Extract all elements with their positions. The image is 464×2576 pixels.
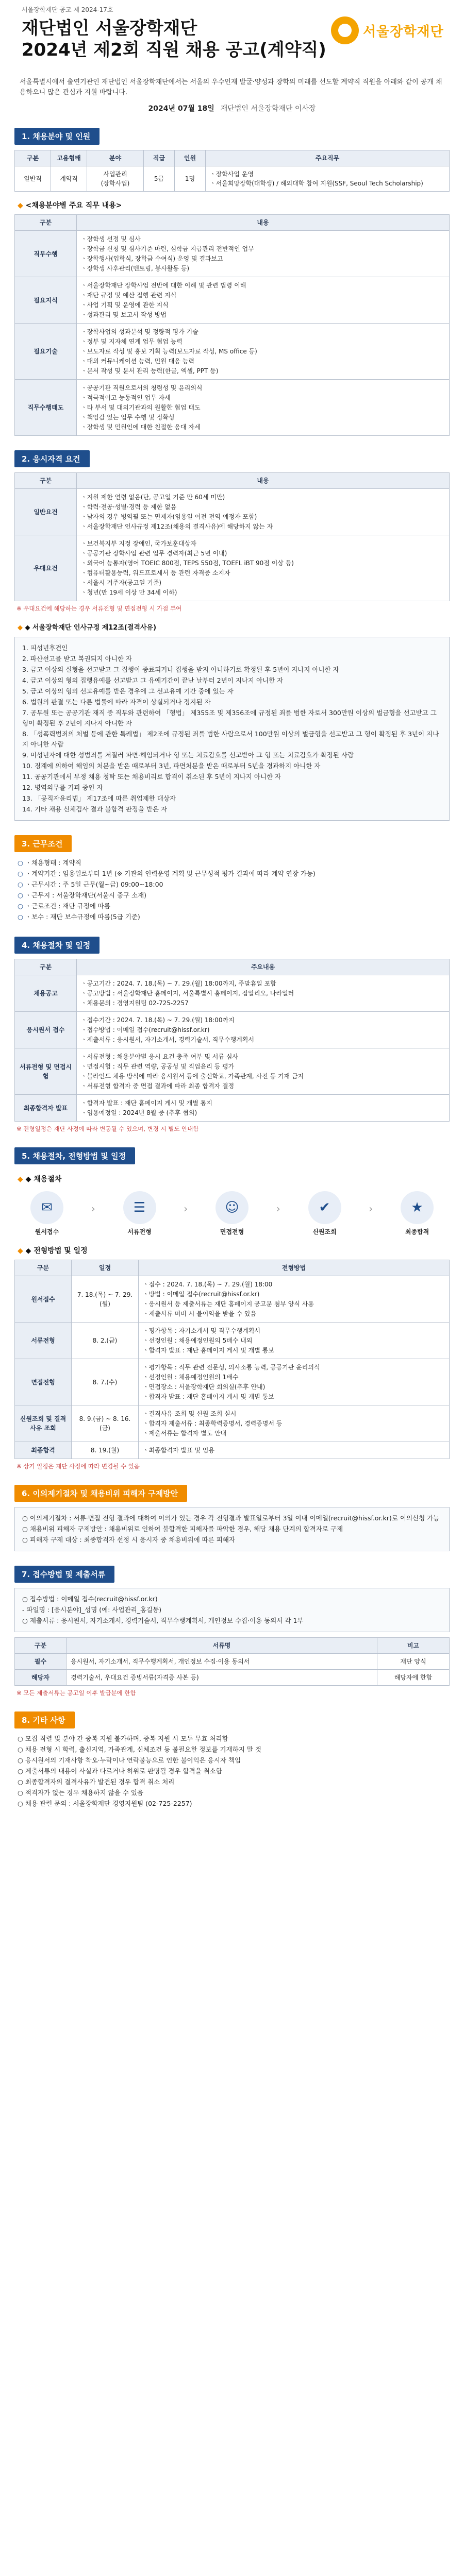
step-label: 면접전형 bbox=[220, 1228, 244, 1235]
list-item: ㆍ지원 제한 연령 없음(단, 공고일 기준 만 60세 미만) bbox=[81, 494, 225, 501]
row-content bbox=[77, 324, 450, 380]
procedure-step bbox=[294, 1191, 355, 1236]
row-content bbox=[77, 380, 450, 436]
row-date: 8. 19.(월) bbox=[72, 1442, 139, 1459]
list-item: ㆍ적극적이고 능동적인 업무 자세 bbox=[81, 394, 171, 401]
list-item: ㆍ블라인드 채용 방식에 따라 응시원서 등에 출신학교, 가족관계, 사진 등 기재 금지 bbox=[81, 1073, 304, 1080]
list-item: 11. 공공기관에서 부정 채용 청탁 또는 채용비리로 합격이 취소된 후 5년이 지나지 아니한 자 bbox=[22, 773, 281, 781]
row-content bbox=[77, 1095, 450, 1122]
step-icon: ✉ bbox=[30, 1191, 63, 1224]
step-arrow-icon: › bbox=[91, 1202, 95, 1215]
list-item: ○ ㆍ근로조건 : 재단 규정에 따름 bbox=[18, 901, 450, 911]
schedule-note: ※ 상기 일정은 재단 사정에 따라 변경될 수 있음 bbox=[16, 1463, 140, 1470]
list-item: ○ 채용 관련 문의 : 서울장학재단 경영지원팀 (02-725-2257) bbox=[18, 1800, 192, 1807]
list-item: ㆍ합격자 발표 : 재단 홈페이지 게시 및 개별 통보 bbox=[143, 1347, 274, 1354]
list-item: ○ ㆍ근무시간 : 주 5일 근무(월~금) 09:00~18:00 bbox=[18, 879, 450, 890]
row-label: 직무수행태도 bbox=[15, 380, 77, 436]
section-8-title: 8. 기타 사항 bbox=[14, 1711, 75, 1728]
issuer: 재단법인 서울장학재단 이사장 bbox=[220, 105, 316, 113]
process-table: 구분 주요내용 채용공고 ㆍ공고기간 : 2024. 7. 18.(목) ~ 7. 29.(월) 18:00까지, 주말휴일 포함 ㆍ공고방법 : 서울장학재단 홈페이지, 서울특별시 홈페이지, 잡알리오, 나라일터 ㆍ채용문의 : 경영지원팀 02-725-2257 응시원서 접수 ㆍ접수기간 : 2024. 7. 18.(목) ~ 7. 29.(월) 18:00까지 ㆍ접수방법 : 이메일 접수(recruit@hissf.or.kr) ㆍ제출서류 : 응시원서, 자기소개서, 경력기술서, 직무수행계획서 서류전형 및 면접시험 ㆍ서류전형 : 채용분야별 응시 요건 충족 여부 및 서류 심사 ㆍ면접시험 : 직무 관련 역량, 공공성 및 직업윤리 등 평가 ㆍ블라인드 채용 방식에 따라 응시원서 등에 출신학교, 가족관계, 사진 등 기재 금지 ㆍ서류전형 합격자 중 면접 결과에 따라 최종 합격자 결정 최종합격자 발표 ㆍ합격자 발표 : 재단 홈페이지 게시 및 개별 통지 ㆍ임용예정일 : 2024년 8월 중 (추후 협의) bbox=[14, 959, 450, 1122]
notice-tag: 서울장학재단 공고 제 2024-17호 bbox=[22, 6, 113, 13]
list-item: ㆍ서울시 거주자(공고일 기준) bbox=[81, 579, 162, 586]
column-header: 고용형태 bbox=[51, 150, 87, 166]
section-5-title: 5. 채용절차, 전형방법 및 일정 bbox=[14, 1147, 135, 1164]
list-item: ㆍ접수기간 : 2024. 7. 18.(목) ~ 7. 29.(월) 18:00까지 bbox=[81, 1016, 235, 1024]
list-item: ㆍ접수방법 : 이메일 접수(recruit@hissf.or.kr) bbox=[81, 1026, 210, 1033]
row-content bbox=[77, 489, 450, 535]
eligibility-note: ※ 우대요건에 해당하는 경우 서류전형 및 면접전형 시 가점 부여 bbox=[16, 605, 182, 612]
list-item: ㆍ문서 작성 및 문서 관리 능력(한글, 엑셀, PPT 등) bbox=[81, 367, 219, 375]
detail-title: ◆ <채용분야별 주요 직무 내용> bbox=[18, 200, 450, 210]
foundation-logo bbox=[331, 12, 444, 48]
documents-table: 구분 서류명 비고 필수 응시원서, 자기소개서, 직무수행계획서, 개인정보 수집·이용 동의서 재단 양식 해당자 경력기술서, 우대요건 증빙서류(자격증 사본 등) 해당자에 한함 bbox=[14, 1637, 450, 1686]
row-date: 8. 2.(금) bbox=[72, 1323, 139, 1359]
list-item: ㆍ채용문의 : 경영지원팀 02-725-2257 bbox=[81, 999, 189, 1007]
step-icon: ✔ bbox=[308, 1191, 341, 1224]
list-item: ㆍ타 부서 및 대외기관과의 원활한 협업 태도 bbox=[81, 404, 201, 411]
intro-text: 서울특별시에서 출연기관인 재단법인 서울장학재단에서는 서울의 우수인재 발굴·양성과 장학의 미래를 선도할 계약직 직원을 아래와 같이 공개 채용하오니 많은 관심과 지원 바랍니다. bbox=[20, 78, 442, 96]
list-item: ○ ㆍ계약기간 : 임용일로부터 1년 (※ 기관의 인력운영 계획 및 근무성적 평가 결과에 따라 계약 연장 가능) bbox=[18, 868, 450, 879]
list-item: ㆍ공공기관 직원으로서의 청렴성 및 윤리의식 bbox=[81, 384, 203, 392]
row-content bbox=[139, 1323, 450, 1359]
section-4-title: 4. 채용절차 및 일정 bbox=[14, 937, 100, 954]
row-content bbox=[77, 277, 450, 324]
column-header: 인원 bbox=[175, 150, 206, 166]
column-header: 분야 bbox=[87, 150, 144, 166]
procedure-step bbox=[109, 1191, 170, 1236]
list-item: - 파일명 : [응시분야]_성명 (예: 사업관리_홍길동) bbox=[22, 1606, 162, 1614]
column-header: 직급 bbox=[144, 150, 175, 166]
row-label: 필요기술 bbox=[15, 324, 77, 380]
title-line-2: 2024년 제2회 직원 채용 공고(계약직) bbox=[22, 40, 326, 60]
list-item: 12. 병역의무를 기피 중인 자 bbox=[22, 784, 103, 791]
row-label: 최종합격 bbox=[15, 1442, 72, 1459]
table-row bbox=[15, 1670, 450, 1686]
table-row bbox=[15, 1276, 450, 1323]
row-label: 신원조회 및 결격사유 조회 bbox=[15, 1405, 72, 1442]
list-item: ○ 제출서류의 내용이 사실과 다르거나 허위로 판명될 경우 합격을 취소함 bbox=[18, 1767, 222, 1775]
list-item: ㆍ서류전형 : 채용분야별 응시 요건 충족 여부 및 서류 심사 bbox=[81, 1053, 238, 1060]
duty-detail-table: 구분 내용 직무수행 ㆍ장학생 선정 및 심사 ㆍ장학금 신청 및 심사기준 마련, 심학금 지급관리 전반적인 업무 ㆍ장학행사(입학식, 장학금 수여식) 운영 및 결과보고 ㆍ장학생 사후관리(멘토링, 봉사활동 등) 필요지식 ㆍ서울장학재단 장학사업 전반에 대한 이해 및 관련 법령 이해 ㆍ재단 규정 및 예산 집행 관련 지식 ㆍ사업 기획 및 운영에 관한 지식 ㆍ성과관리 및 보고서 작성 방법 필요기술 ㆍ장학사업의 성과분석 및 정량적 평가 기술 ㆍ정부 및 지자체 연계 업무 협업 능력 ㆍ보도자료 작성 및 홍보 기획 능력(보도자료 작성, MS office 등) ㆍ대외 커뮤니케이션 능력, 민원 대응 능력 ㆍ문서 작성 및 문서 관리 능력(한글, 엑셀, PPT 등) 직무수행태도 ㆍ공공기관 직원으로서의 청렴성 및 윤리의식 ㆍ적극적이고 능동적인 업무 자세 ㆍ타 부서 및 대외기관과의 원활한 협업 태도 ㆍ책임감 있는 업무 수행 및 정확성 ㆍ장학생 및 민원인에 대한 친절한 응대 자세 bbox=[14, 214, 450, 436]
disqualification-box bbox=[14, 637, 450, 821]
list-item: ㆍ공고기간 : 2024. 7. 18.(목) ~ 7. 29.(월) 18:00까지, 주말휴일 포함 bbox=[81, 980, 276, 987]
row-remark: 재단 양식 bbox=[377, 1654, 450, 1670]
row-label: 채용공고 bbox=[15, 975, 77, 1012]
section-4 bbox=[14, 937, 450, 1133]
row-content bbox=[139, 1276, 450, 1323]
section-1-title: 1. 채용분야 및 인원 bbox=[14, 128, 100, 145]
list-item: ㆍ임용예정일 : 2024년 8월 중 (추후 협의) bbox=[81, 1109, 197, 1116]
table-row bbox=[15, 1095, 450, 1122]
table-row bbox=[15, 1405, 450, 1442]
row-date: 8. 7.(수) bbox=[72, 1359, 139, 1405]
table-row: 일반직 계약직 사업관리 (장학사업) 5급 1명 ㆍ장학사업 운영 ㆍ서울희망장학(대학생) / 해외대학 참여 지원(SSF, Seoul Tech Scholarship) bbox=[15, 166, 450, 192]
table-row bbox=[15, 1654, 450, 1670]
list-item: 7. 공무원 또는 공공기관 재직 중 직무와 관련하여 「형법」 제355조 및 제356조에 규정된 죄를 범한 자로서 300만원 이상의 벌금형을 선고받고 그 형이 확정된 후 2년이 지나지 아니한 자 bbox=[22, 709, 437, 727]
list-item: ○ 모집 직렬 및 분야 간 중복 지원 불가하며, 중복 지원 시 모두 무효 처리함 bbox=[18, 1735, 228, 1742]
list-item: ㆍ방법 : 이메일 접수(recruit@hissf.or.kr) bbox=[143, 1291, 260, 1298]
list-item: ㆍ사업 기획 및 운영에 관한 지식 bbox=[81, 301, 169, 309]
schedule-table: 구분 일정 전형방법 원서접수 7. 18.(목) ~ 7. 29.(월) ㆍ접수 : 2024. 7. 18.(목) ~ 7. 29.(월) 18:00 ㆍ방법 : 이메일 접수(recruit@hissf.or.kr) ㆍ응시원서 등 제출서류는 재단 홈페이지 공고문 첨부 양식 사용 ㆍ제출서류 미비 시 불이익을 받을 수 있음 서류전형 8. 2.(금) ㆍ평가항목 : 자기소개서 및 직무수행계획서 ㆍ선정인원 : 채용예정인원의 5배수 내외 ㆍ합격자 발표 : 재단 홈페이지 게시 및 개별 통보 면접전형 8. 7.(수) ㆍ평가항목 : 직무 관련 전문성, 의사소통 능력, 공공기관 윤리의식 ㆍ선정인원 : 채용예정인원의 1배수 ㆍ면접장소 : 서울장학재단 회의실(추후 안내) ㆍ합격자 발표 : 재단 홈페이지 게시 및 개별 통보 신원조회 및 결격사유 조회 8. 9.(금) ~ 8. 16.(금) ㆍ결격사유 조회 및 신원 조회 실시 ㆍ합격자 제출서류 : 최종학력증명서, 경력증명서 등 ㆍ제출서류는 합격자 별도 안내 최종합격 8. 19.(월) ㆍ최종합격자 발표 및 임용 bbox=[14, 1260, 450, 1459]
list-item: ㆍ서류전형 합격자 중 면접 결과에 따라 최종 합격자 결정 bbox=[81, 1082, 235, 1090]
row-date: 8. 9.(금) ~ 8. 16.(금) bbox=[72, 1405, 139, 1442]
list-item: ㆍ평가항목 : 자기소개서 및 직무수행계획서 bbox=[143, 1327, 260, 1334]
row-content bbox=[139, 1359, 450, 1405]
row-content bbox=[139, 1442, 450, 1459]
list-item: ㆍ공고방법 : 서울장학재단 홈페이지, 서울특별시 홈페이지, 잡알리오, 나라일터 bbox=[81, 990, 294, 997]
list-item: ㆍ장학금 신청 및 심사기준 마련, 심학금 지급관리 전반적인 업무 bbox=[81, 245, 254, 252]
row-date: 7. 18.(목) ~ 7. 29.(월) bbox=[72, 1276, 139, 1323]
table-row bbox=[15, 277, 450, 324]
list-item: ○ ㆍ근무지 : 서울장학재단(서울시 중구 소재) bbox=[18, 890, 450, 901]
list-item: ㆍ장학생 사후관리(멘토링, 봉사활동 등) bbox=[81, 265, 190, 272]
row-remark: 해당자에 한함 bbox=[377, 1670, 450, 1686]
table-row bbox=[15, 1048, 450, 1095]
row-label: 최종합격자 발표 bbox=[15, 1095, 77, 1122]
list-item: ㆍ합격자 발표 : 재단 홈페이지 게시 및 개별 통지 bbox=[81, 1099, 212, 1107]
list-item: ㆍ청년(만 19세 이상 만 34세 이하) bbox=[81, 589, 177, 596]
step-arrow-icon: › bbox=[184, 1202, 188, 1215]
section-7-title: 7. 접수방법 및 제출서류 bbox=[14, 1566, 114, 1583]
list-item: ○ 접수방법 : 이메일 접수(recruit@hissf.or.kr) bbox=[22, 1595, 158, 1603]
appeal-box bbox=[14, 1507, 450, 1551]
section-5 bbox=[14, 1147, 450, 1470]
section-7 bbox=[14, 1566, 450, 1697]
row-label: 서류전형 bbox=[15, 1323, 72, 1359]
list-item: ㆍ최종합격자 발표 및 임용 bbox=[143, 1447, 214, 1454]
list-item: ㆍ면접장소 : 서울장학재단 회의실(추후 안내) bbox=[143, 1383, 266, 1391]
disqualification-title: ◆ ◆ 서울장학재단 인사규정 제12조(결격사유) bbox=[18, 622, 450, 632]
list-item: ㆍ장학생 및 민원인에 대한 친절한 응대 자세 bbox=[81, 423, 201, 431]
list-item: ㆍ선정인원 : 채용예정인원의 5배수 내외 bbox=[143, 1337, 253, 1344]
list-item: ㆍ제출서류는 합격자 별도 안내 bbox=[143, 1430, 227, 1437]
list-item: ㆍ제출서류 미비 시 불이익을 받을 수 있음 bbox=[143, 1310, 256, 1317]
procedure-title: ◆ ◆ 채용절차 bbox=[18, 1174, 450, 1184]
procedure-step bbox=[16, 1191, 77, 1236]
list-item: ㆍ정부 및 지자체 연계 업무 협업 능력 bbox=[81, 338, 183, 345]
process-note: ※ 전형일정은 재단 사정에 따라 변동될 수 있으며, 변경 시 별도 안내함 bbox=[16, 1125, 199, 1132]
list-item: ○ 채용 전형 시 학력, 출신지역, 가족관계, 신체조건 등 불필요한 정보를 기재하지 말 것 bbox=[18, 1745, 261, 1753]
list-item: ○ 적격자가 없는 경우 채용하지 않을 수 있음 bbox=[18, 1789, 143, 1797]
list-item: ○ ㆍ보수 : 재단 보수규정에 따름(5급 기준) bbox=[18, 911, 450, 922]
list-item: 13. 「공직자윤리법」 제17조에 따른 취업제한 대상자 bbox=[22, 794, 176, 802]
step-arrow-icon: › bbox=[276, 1202, 280, 1215]
list-item: ㆍ외국어 능통자(영어 TOEIC 800점, TEPS 550점, TOEFL iBT 90점 이상 등) bbox=[81, 560, 294, 567]
table-row bbox=[15, 324, 450, 380]
section-6 bbox=[14, 1485, 450, 1551]
row-content bbox=[77, 975, 450, 1012]
step-icon: ★ bbox=[401, 1191, 434, 1224]
procedure-step bbox=[202, 1191, 262, 1236]
list-item: ㆍ응시원서 등 제출서류는 재단 홈페이지 공고문 첨부 양식 사용 bbox=[143, 1300, 314, 1308]
step-label: 신원조회 bbox=[312, 1228, 337, 1235]
row-label: 서류전형 및 면접시험 bbox=[15, 1048, 77, 1095]
list-item: ㆍ선정인원 : 채용예정인원의 1배수 bbox=[143, 1374, 239, 1381]
logo-text: 서울장학재단 bbox=[363, 24, 444, 40]
list-item: ○ 피해자 구제 대상 : 최종합격자 선정 시 응시자 중 채용비위에 따른 피해자 bbox=[22, 1536, 235, 1544]
list-item: ㆍ재단 규정 및 예산 집행 관련 지식 bbox=[81, 292, 177, 299]
row-content bbox=[77, 231, 450, 277]
list-item: ㆍ장학생 선정 및 심사 bbox=[81, 235, 141, 243]
table-row bbox=[15, 1323, 450, 1359]
list-item: ㆍ장학사업의 성과분석 및 정량적 평가 기술 bbox=[81, 328, 198, 335]
list-item: ㆍ책임감 있는 업무 수행 및 정확성 bbox=[81, 414, 175, 421]
list-item: ㆍ제출서류 : 응시원서, 자기소개서, 경력기술서, 직무수행계획서 bbox=[81, 1036, 254, 1043]
list-item: ㆍ결격사유 조회 및 신원 조회 실시 bbox=[143, 1410, 237, 1417]
row-label: 면접전형 bbox=[15, 1359, 72, 1405]
row-content bbox=[77, 1012, 450, 1048]
section-3-title: 3. 근무조건 bbox=[14, 835, 72, 852]
section-2-title: 2. 응시자격 요건 bbox=[14, 450, 90, 467]
list-item: ○ 채용비위 피해자 구제방안 : 채용비위로 인하여 불합격한 피해자를 파악한 경우, 해당 채용 단계의 합격자로 구제 bbox=[22, 1525, 343, 1533]
step-icon: ☺ bbox=[216, 1191, 248, 1224]
column-header: 구분 bbox=[15, 150, 51, 166]
list-item: ○ ㆍ채용형태 : 계약직 bbox=[18, 857, 450, 868]
row-label: 해당자 bbox=[15, 1670, 67, 1686]
row-content: 응시원서, 자기소개서, 직무수행계획서, 개인정보 수집·이용 동의서 bbox=[67, 1654, 377, 1670]
list-item: 3. 금고 이상의 실형을 선고받고 그 집행이 종료되거나 집행을 받지 아니하기로 확정된 후 5년이 지나지 아니한 자 bbox=[22, 666, 339, 673]
table-row bbox=[15, 380, 450, 436]
row-label: 응시원서 접수 bbox=[15, 1012, 77, 1048]
list-item: ㆍ접수 : 2024. 7. 18.(목) ~ 7. 29.(월) 18:00 bbox=[143, 1281, 273, 1288]
row-label: 우대요건 bbox=[15, 535, 77, 601]
logo-mark-icon bbox=[331, 16, 359, 44]
section-3 bbox=[14, 835, 450, 922]
table-row bbox=[15, 1442, 450, 1459]
step-arrow-icon: › bbox=[369, 1202, 373, 1215]
row-label: 필요지식 bbox=[15, 277, 77, 324]
list-item: 10. 징계에 의하여 해임의 처분을 받은 때로부터 3년, 파면처분을 받은 때로부터 5년을 경과하지 아니한 자 bbox=[22, 762, 321, 770]
list-item: 8. 「성폭력범죄의 처벌 등에 관한 특례법」 제2조에 규정된 죄를 범한 사람으로서 100만원 이상의 벌금형을 선고받고 그 형이 확정된 후 3년이 지나지 아니한 사람 bbox=[22, 730, 439, 748]
table-row bbox=[15, 535, 450, 601]
row-label: 필수 bbox=[15, 1654, 67, 1670]
section-6-title: 6. 이의제기절차 및 채용비위 피해자 구제방안 bbox=[14, 1485, 187, 1502]
list-item: ㆍ보건복지부 지정 장애인, 국가보훈대상자 bbox=[81, 540, 196, 547]
list-item: 6. 법원의 판결 또는 다른 법률에 따라 자격이 상실되거나 정지된 자 bbox=[22, 698, 211, 706]
list-item: ○ 이의제기절차 : 서류·면접 전형 결과에 대하여 이의가 있는 경우 각 전형결과 발표일로부터 3일 이내 이메일(recruit@hissf.or.kr)로 이의신청 가능 bbox=[22, 1514, 440, 1522]
list-item: ㆍ서울장학재단 인사규정 제12조(채용의 결격사유)에 해당하지 않는 자 bbox=[81, 523, 273, 530]
list-item: ㆍ장학행사(입학식, 장학금 수여식) 운영 및 결과보고 bbox=[81, 255, 223, 262]
list-item: 5. 금고 이상의 형의 선고유예를 받은 경우에 그 선고유예 기간 중에 있는 자 bbox=[22, 687, 234, 695]
step-label: 서류전형 bbox=[127, 1228, 152, 1235]
row-label: 직무수행 bbox=[15, 231, 77, 277]
procedure-step bbox=[387, 1191, 448, 1236]
list-item: 14. 기타 채용 신체검사 결과 불합격 판정을 받은 자 bbox=[22, 805, 168, 813]
step-label: 최종합격 bbox=[405, 1228, 429, 1235]
section-8 bbox=[14, 1711, 450, 1809]
list-item: ㆍ공공기관 장학사업 관련 업무 경력자(최근 5년 이내) bbox=[81, 550, 227, 557]
row-label: 원서접수 bbox=[15, 1276, 72, 1323]
row-content: 경력기술서, 우대요건 증빙서류(자격증 사본 등) bbox=[67, 1670, 377, 1686]
step-label: 원서접수 bbox=[35, 1228, 59, 1235]
list-item: ○ 응시원서의 기재사항 착오·누락이나 연락불능으로 인한 불이익은 응시자 책임 bbox=[18, 1756, 241, 1764]
list-item: 1. 피성년후견인 bbox=[22, 644, 68, 652]
list-item: 2. 파산선고를 받고 복권되지 아니한 자 bbox=[22, 655, 132, 663]
list-item: ㆍ보도자료 작성 및 홍보 기획 능력(보도자료 작성, MS office 등) bbox=[81, 348, 257, 355]
list-item: ㆍ컴퓨터활용능력, 워드프로세서 등 관련 자격증 소지자 bbox=[81, 569, 230, 577]
list-item: ㆍ서울장학재단 장학사업 전반에 대한 이해 및 관련 법령 이해 bbox=[81, 282, 246, 289]
method-title: ◆ ◆ 전형방법 및 일정 bbox=[18, 1245, 450, 1256]
table-row bbox=[15, 1359, 450, 1405]
documents-note: ※ 모든 제출서류는 공고일 이후 발급분에 한함 bbox=[16, 1689, 136, 1697]
title-line-1: 재단법인 서울장학재단 bbox=[22, 18, 197, 39]
table-row bbox=[15, 975, 450, 1012]
table-row bbox=[15, 231, 450, 277]
list-item: ㆍ대외 커뮤니케이션 능력, 민원 대응 능력 bbox=[81, 358, 194, 365]
table-row bbox=[15, 1012, 450, 1048]
row-content bbox=[77, 1048, 450, 1095]
row-label: 일반요건 bbox=[15, 489, 77, 535]
section-2 bbox=[14, 450, 450, 821]
list-item: ㆍ성과관리 및 보고서 작성 방법 bbox=[81, 311, 167, 318]
list-item: 4. 금고 이상의 형의 집행유예를 선고받고 그 유예기간이 끝난 날부터 2년이 지나지 아니한 자 bbox=[22, 676, 284, 684]
notice-date: 2024년 07월 18일 재단법인 서울장학재단 이사장 bbox=[148, 105, 316, 113]
row-content bbox=[139, 1405, 450, 1442]
row-content bbox=[77, 535, 450, 601]
submission-box bbox=[14, 1588, 450, 1632]
list-item: ○ 최종합격자의 결격사유가 발견된 경우 합격 취소 처리 bbox=[18, 1778, 175, 1786]
list-item: 9. 미성년자에 대한 성범죄를 저질러 파면·해임되거나 형 또는 치료감호를 선고받아 그 형 또는 치료감호가 확정된 사람 bbox=[22, 751, 354, 759]
list-item: ㆍ합격자 발표 : 재단 홈페이지 게시 및 개별 통보 bbox=[143, 1393, 274, 1400]
section-1 bbox=[14, 128, 450, 436]
list-item: ㆍ남자의 경우 병역필 또는 면제자(임용일 이전 전역 예정자 포함) bbox=[81, 513, 257, 520]
column-header: 주요직무 bbox=[206, 150, 450, 166]
list-item: ㆍ면접시험 : 직무 관련 역량, 공공성 및 직업윤리 등 평가 bbox=[81, 1063, 235, 1070]
notice-title bbox=[22, 18, 326, 61]
notice-header bbox=[14, 0, 450, 77]
procedure-steps bbox=[16, 1191, 448, 1236]
list-item: ㆍ평가항목 : 직무 관련 전문성, 의사소통 능력, 공공기관 윤리의식 bbox=[143, 1364, 320, 1371]
list-item: ㆍ학력·전공·성별·경력 등 제한 없음 bbox=[81, 503, 177, 511]
step-icon: ☰ bbox=[123, 1191, 156, 1224]
list-item: ㆍ합격자 제출서류 : 최종학력증명서, 경력증명서 등 bbox=[143, 1420, 283, 1427]
table-row bbox=[15, 489, 450, 535]
list-item: ○ 제출서류 : 응시원서, 자기소개서, 경력기술서, 직무수행계획서, 개인정보 수집·이용 동의서 각 1부 bbox=[22, 1617, 304, 1624]
position-table bbox=[14, 150, 450, 192]
eligibility-table: 구분 내용 일반요건 ㆍ지원 제한 연령 없음(단, 공고일 기준 만 60세 미만) ㆍ학력·전공·성별·경력 등 제한 없음 ㆍ남자의 경우 병역필 또는 면제자(임용일 이전 전역 예정자 포함) ㆍ서울장학재단 인사규정 제12조(채용의 결격사유)에 해당하지 않는 자 우대요건 ㆍ보건복지부 지정 장애인, 국가보훈대상자 ㆍ공공기관 장학사업 관련 업무 경력자(최근 5년 이내) ㆍ외국어 능통자(영어 TOEIC 800점, TEPS 550점, TOEFL iBT 90점 이상 등) ㆍ컴퓨터활용능력, 워드프로세서 등 관련 자격증 소지자 ㆍ서울시 거주자(공고일 기준) ㆍ청년(만 19세 이상 만 34세 이하) bbox=[14, 472, 450, 601]
